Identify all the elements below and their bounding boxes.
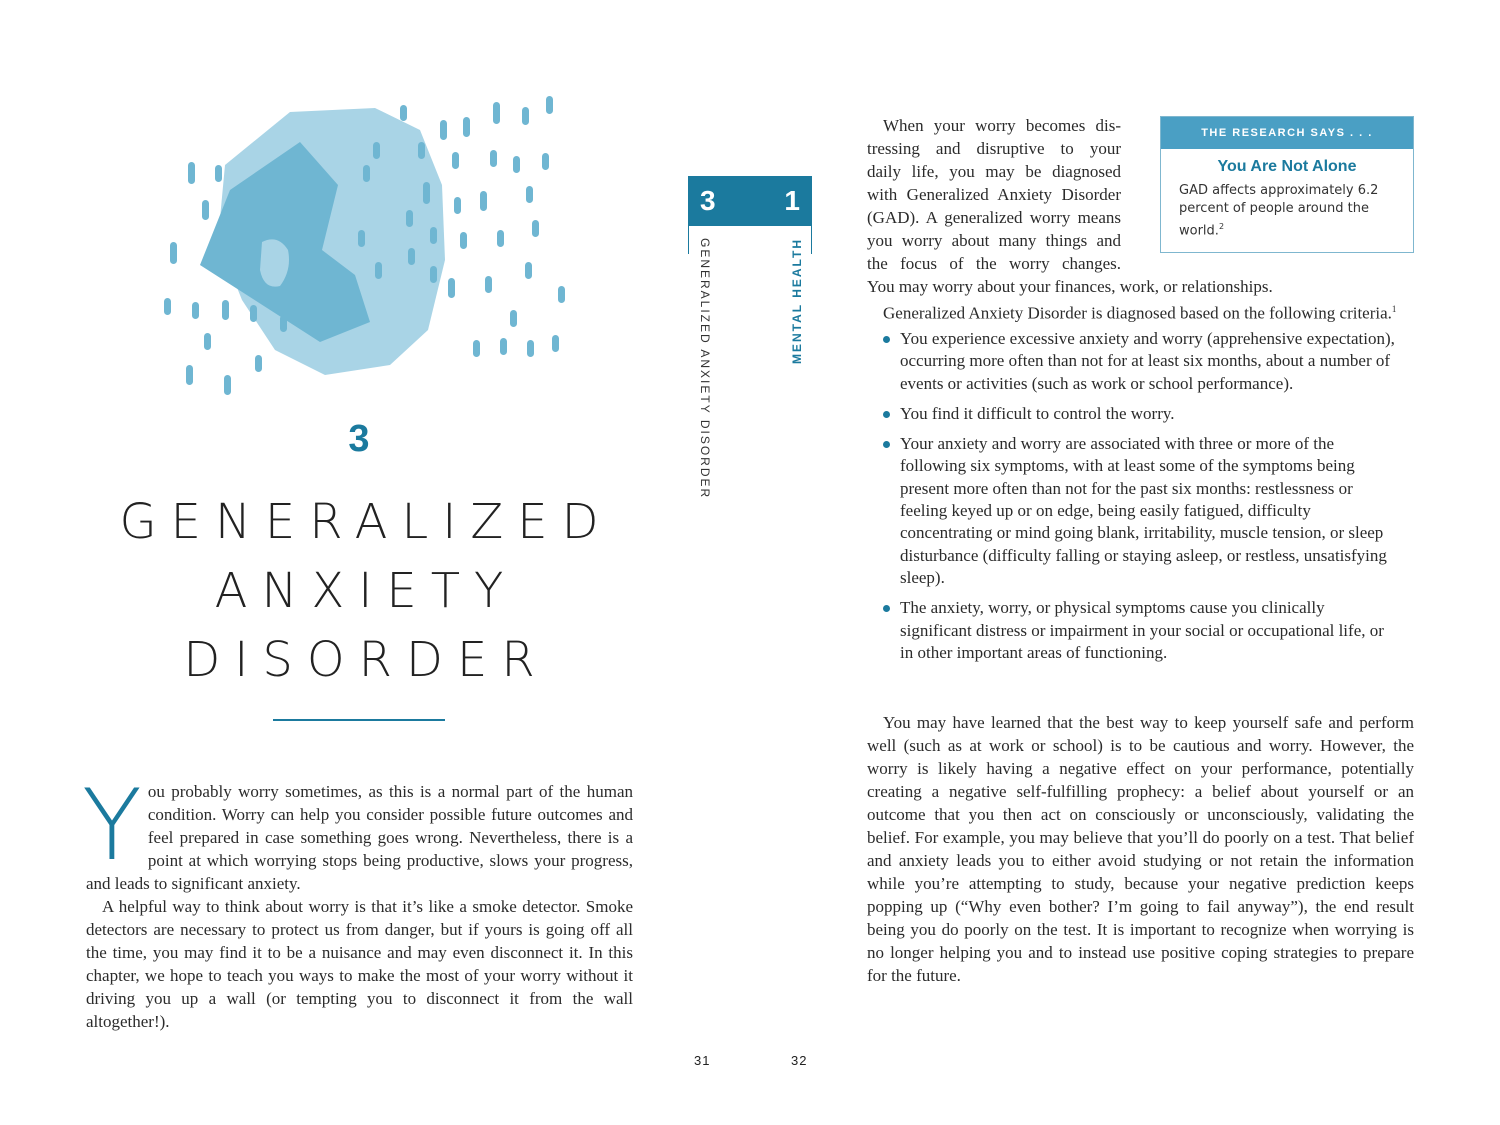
bullet-icon xyxy=(883,411,890,418)
chapter-title-line-2: ANXIETY xyxy=(214,563,518,619)
research-header: THE RESEARCH SAYS . . . xyxy=(1161,117,1413,149)
intro-paragraph-1: ou probably worry sometimes, as this is a normal part of the human condition. Worry can help you consider possible future outcomes and feel prepared in case something goes wrong. Nevertheless, there is a point at which worrying stops being productive, slows your progress, and leads to significant anxiety. xyxy=(86,782,633,893)
abstract-illustration xyxy=(160,90,580,400)
research-body: GAD affects approximately 6.2 percent of people around the world. xyxy=(1179,183,1379,239)
chapter-number: 3 xyxy=(348,418,370,460)
page-number-left: 31 xyxy=(694,1053,711,1068)
text-line: When your worry becomes dis- xyxy=(883,116,1121,135)
closing-paragraph: You may have learned that the best way to keep yourself safe and perform well (such as at work or school) is to be cautious and worry. However, the worry is likely having a negative effect on your performance, potentially creating a negative self-fulfilling prophecy: a belief about yourself or an outcome that you then act on consciously or unconsciously, validating the belief. For example, you may believe that you’ll do poorly on a test. That belief and anxiety leads you to either avoid studying or not retain the information while you’re attempting to study, because your negative prediction keeps popping up (“Why even bother? I’m going to fail anyway”), the end result being you do poorly on the test. It is important to recognize when worrying is no longer helping you and to instead use positive coping strategies to prepare for the future. xyxy=(867,713,1414,985)
chapter-tab-number: 3 xyxy=(688,176,750,226)
text-line: with Generalized Anxiety Disorder xyxy=(867,185,1121,204)
drop-cap: Y xyxy=(82,769,142,883)
list-item xyxy=(880,597,1400,664)
criteria-list xyxy=(880,328,1400,672)
text-line: you worry about many things and xyxy=(867,231,1121,250)
closing-text xyxy=(867,711,1414,987)
right-page xyxy=(750,0,1500,1125)
opening-paragraph xyxy=(867,114,1121,275)
list-item-text: The anxiety, worry, or physical symptoms cause you clinically significant distress or impairment in your social or occupational life, or in other important areas of functioning. xyxy=(900,598,1384,662)
research-sidebar xyxy=(1160,116,1414,253)
text-line: daily life, you may be diagnosed xyxy=(867,162,1121,181)
tab-rule xyxy=(811,226,812,254)
chapter-title-line-1: GENERALIZED xyxy=(119,494,613,550)
chapter-title-line-3: DISORDER xyxy=(183,632,549,688)
intro-text xyxy=(82,769,633,1033)
list-item xyxy=(880,328,1400,395)
page-number-right: 32 xyxy=(791,1053,808,1068)
research-title: You Are Not Alone xyxy=(1217,158,1357,175)
list-item-text: You experience excessive anxiety and worry (apprehensive expectation), occurring more often than not for at least six months, about a number of events or activities (such as work or school performance). xyxy=(900,329,1395,393)
list-item xyxy=(880,403,1400,425)
bullet-icon xyxy=(883,441,890,448)
tab-rule xyxy=(688,226,689,254)
criteria-text: Generalized Anxiety Disorder is diagnosed based on the following criteria. xyxy=(883,303,1392,323)
text-line: the focus of the worry changes. xyxy=(867,254,1121,273)
list-item xyxy=(880,433,1400,589)
continuation-text xyxy=(867,275,1414,325)
section-tab-number: 1 xyxy=(750,176,812,226)
title-divider xyxy=(273,719,445,721)
text-line: (GAD). A generalized worry means xyxy=(867,208,1121,227)
bullet-icon xyxy=(883,605,890,612)
list-item-text: Your anxiety and worry are associated with three or more of the following six symptoms, with at least some of the symptoms being present more often than not for the past six months: restlessness or feeling keyed up or on edge, being easily fatigued, difficulty concentrating or mind going blank, irritability, muscle tension, or sleep disturbance (difficulty falling or staying asleep, or restless, unsatisfying sleep). xyxy=(900,434,1387,587)
chapter-tab-label: GENERALIZED ANXIETY DISORDER xyxy=(698,238,712,500)
intro-paragraph-2: A helpful way to think about worry is that it’s like a smoke detector. Smoke detectors are necessary to protect us from danger, but if yours is going off all the time, you may find it to be a nuisance and may even disconnect it. In this chapter, we hope to teach you ways to make the most of your worry without it driving you up a wall (or tempting you to disconnect it from the wall altogether!). xyxy=(86,897,633,1031)
bullet-icon xyxy=(883,336,890,343)
text-line: tressing and disruptive to your xyxy=(867,139,1121,158)
section-tab-right xyxy=(750,176,812,364)
list-item-text: You find it difficult to control the worry. xyxy=(900,403,1175,423)
continue-line: You may worry about your finances, work, or relationships. xyxy=(867,277,1273,296)
section-tab-label: MENTAL HEALTH xyxy=(790,238,804,364)
chapter-title xyxy=(0,488,718,695)
criteria-line xyxy=(867,298,1414,325)
research-text xyxy=(1179,182,1399,240)
footnote-marker: 2 xyxy=(1218,222,1225,231)
chapter-tab-left xyxy=(688,176,750,500)
footnote-marker: 1 xyxy=(1391,304,1397,314)
